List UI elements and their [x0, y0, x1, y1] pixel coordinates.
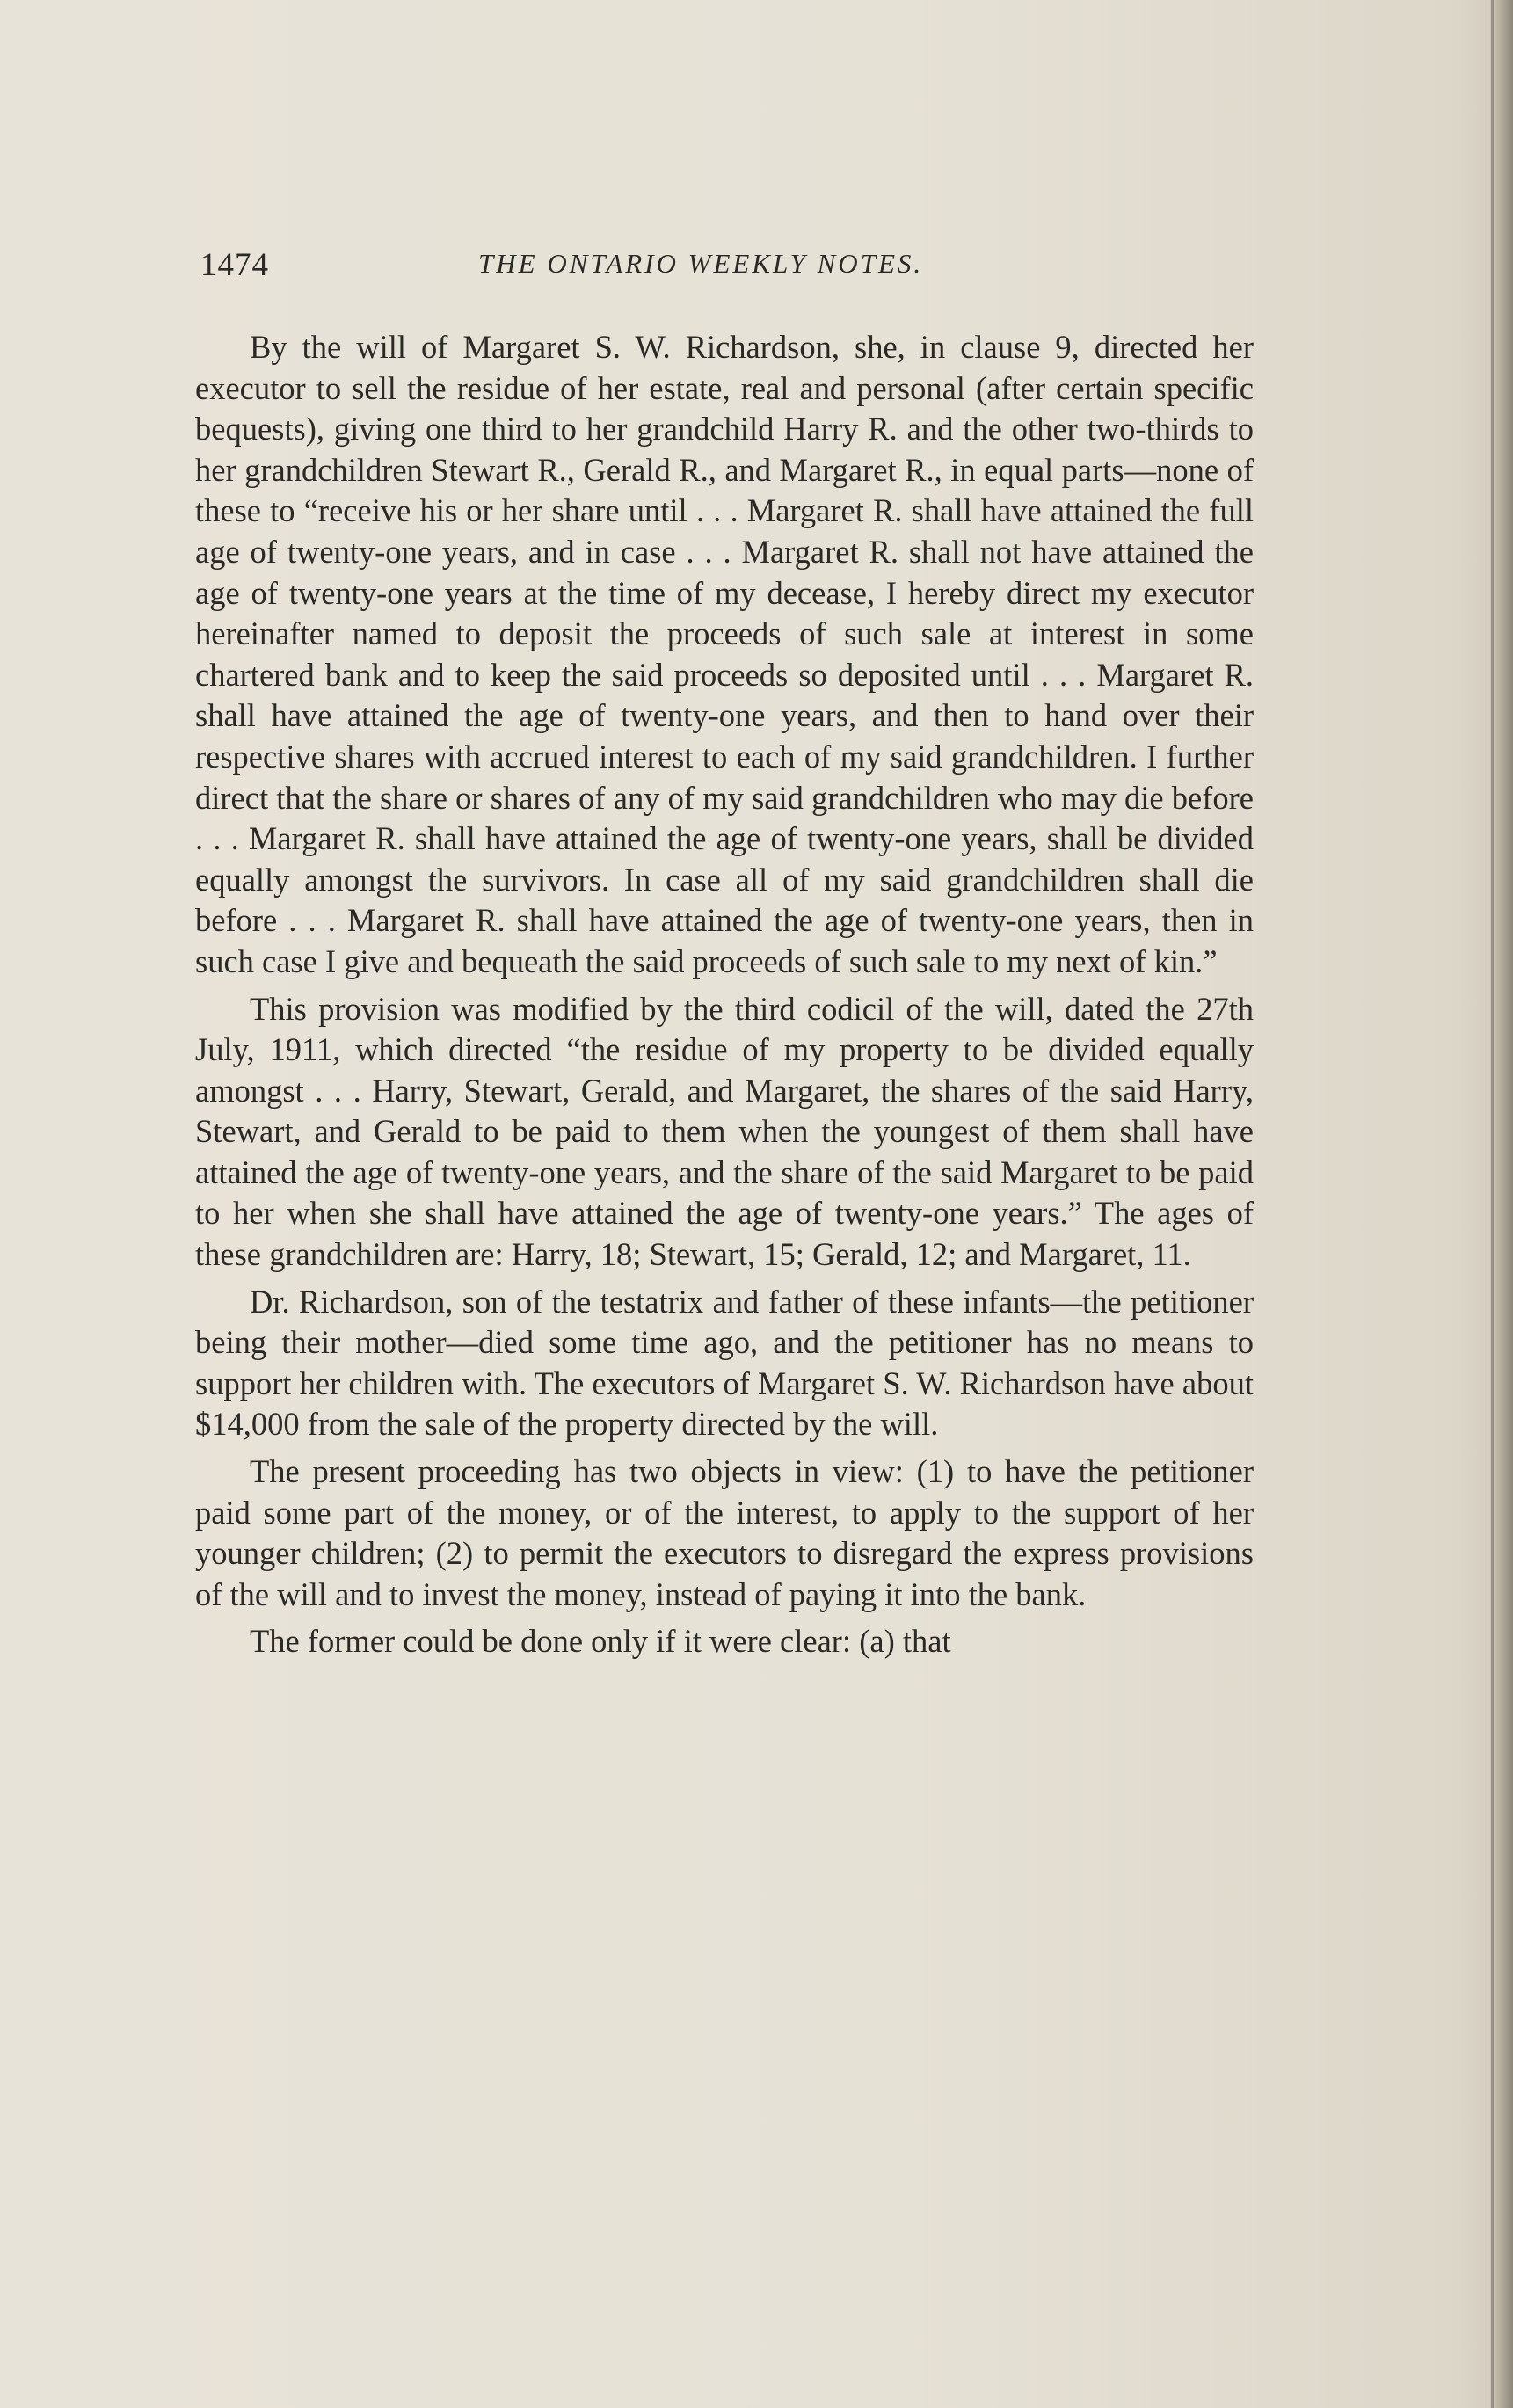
body-text	[195, 327, 1254, 1669]
paragraph-5: The former could be done only if it were clear: (a) that	[250, 1623, 951, 1660]
paragraph-1: By the will of Margaret S. W. Richardson, she, in clause 9, directed her executor to sell the residue of her estate, real and personal (after certain specific bequests), giving one third to her grandchild Harry R. and the other two-thirds to her grandchildren Stewart R., Gerald R., and Margaret R., in equal parts—none of these to “receive his or her share until . . . Margaret R. shall have attained the full age of twenty-one years, and in case . . . Margaret R. shall not have attained the age of twenty-one years at the time of my decease, I hereby direct my executor hereinafter named to deposit the proceeds of such sale at interest in some chartered bank and to keep the said proceeds so deposited until . . . Margaret R. shall have attained the age of twenty-one years, and then to hand over their respective shares with accrued interest to each of my said grandchildren. I further direct that the share or shares of any of my said grandchildren who may die before . . . Margaret R. shall have attained the age of twenty-one years, shall be divided equally amongst the survivors. In case all of my said grandchildren shall die before . . . Margaret R. shall have attained the age of twenty-one years, then in such case I give and bequeath the said proceeds of such sale to my next of kin.”	[195, 329, 1254, 979]
page-number: 1474	[200, 247, 269, 283]
binding-line	[1491, 0, 1494, 2408]
paragraph-4: The present proceeding has two objects in view: (1) to have the petitioner paid some part of the money, or of the interest, to apply to the support of her younger children; (2) to permit the executors to disregard the express provisions of the will and to invest the money, instead of paying it into the bank.	[195, 1453, 1254, 1612]
paragraph-3: Dr. Richardson, son of the testatrix and father of these infants—the petitioner being their mother—died some time ago, and the petitioner has no means to support her children with. The executors of Margaret S. W. Richardson have about $14,000 from the sale of the property directed by the will.	[195, 1283, 1254, 1443]
paragraph-2: This provision was modified by the third codicil of the will, dated the 27th July, 1911, which directed “the residue of my property to be divided equally amongst . . . Harry, Stewart, Gerald, and Margaret, the shares of the said Harry, Stewart, and Gerald to be paid to them when the youngest of them shall have attained the age of twenty-one years, and the share of the said Margaret to be paid to her when she shall have attained the age of twenty-one years.” The ages of these grandchildren are: Harry, 18; Stewart, 15; Gerald, 12; and Margaret, 11.	[195, 990, 1254, 1273]
page-header	[200, 246, 1255, 290]
running-title: THE ONTARIO WEEKLY NOTES.	[478, 248, 924, 279]
